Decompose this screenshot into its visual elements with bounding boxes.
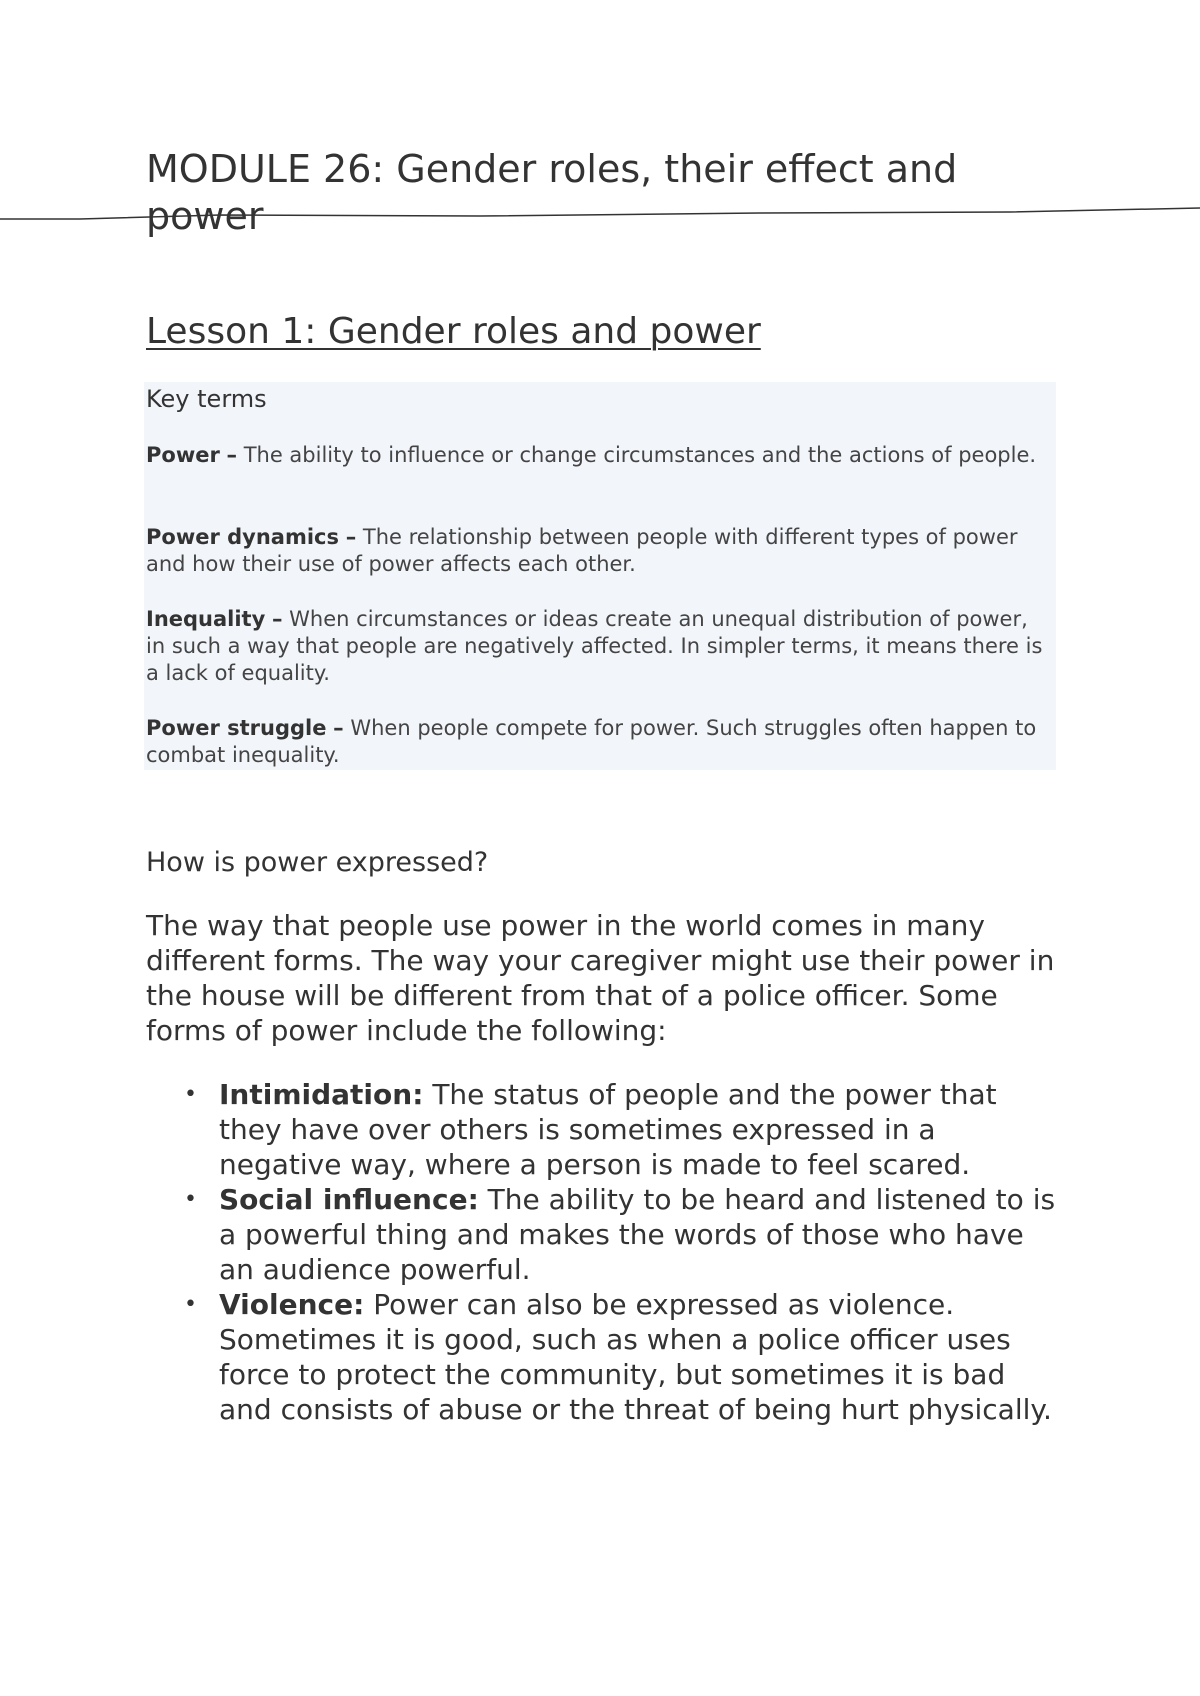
bullet-icon: • <box>184 1187 197 1212</box>
key-term-name: Inequality <box>146 607 266 631</box>
key-term-separator: – <box>333 716 344 740</box>
bullet-icon: • <box>184 1292 197 1317</box>
intro-paragraph: The way that people use power in the world comes in many different forms. The way your caregiver might use their power in the house will be different from that of a police officer. Some forms of power include the following: <box>146 909 1055 1047</box>
key-terms-heading: Key terms <box>146 385 267 413</box>
list-item-social-influence <box>146 1182 1066 1287</box>
list-item-text: The ability to be heard and listened to is a powerful thing and makes the words of those who have an audience powerful. <box>219 1183 1056 1286</box>
key-term-definition: When people compete for power. Such struggles often happen to combat inequality. <box>146 716 1037 767</box>
list-item-text: The status of people and the power that they have over others is sometimes expressed in a negative way, where a person is made to feel scared. <box>219 1078 997 1181</box>
key-term-name: Power struggle <box>146 716 327 740</box>
key-term-definition: The relationship between people with different types of power and how their use of power affects each other. <box>146 525 1018 576</box>
key-term-separator: – <box>226 443 238 467</box>
key-term-power-dynamics <box>146 524 1046 578</box>
forms-of-power-list <box>146 1077 1066 1427</box>
list-item-name: Violence: <box>219 1288 365 1321</box>
key-term-name: Power dynamics <box>146 525 339 549</box>
key-term-name: Power <box>146 443 220 467</box>
key-term-power <box>146 442 1046 469</box>
list-item-text: Power can also be expressed as violence. Sometimes it is good, such as when a police officer uses force to protect the community, but sometimes it is bad and consists of abuse or the threat of being hurt physically. <box>219 1288 1052 1426</box>
key-term-separator: – <box>271 607 283 631</box>
section-heading: How is power expressed? <box>146 847 489 878</box>
key-term-power-struggle <box>146 715 1046 769</box>
key-term-definition: The ability to influence or change circumstances and the actions of people. <box>243 443 1037 467</box>
lesson-title: Lesson 1: Gender roles and power <box>146 311 761 352</box>
list-item-name: Social influence: <box>219 1183 479 1216</box>
key-term-separator: – <box>345 525 357 549</box>
list-item-intimidation <box>146 1077 1066 1182</box>
module-title: MODULE 26: Gender roles, their effect and power <box>146 147 958 238</box>
list-item-violence <box>146 1287 1066 1427</box>
bullet-icon: • <box>184 1082 197 1107</box>
key-terms-box <box>144 382 1056 770</box>
key-term-inequality <box>146 606 1046 687</box>
list-item-name: Intimidation: <box>219 1078 424 1111</box>
key-term-definition: When circumstances or ideas create an unequal distribution of power, in such a way that people are negatively affected. In simpler terms, it means there is a lack of equality. <box>146 607 1043 685</box>
